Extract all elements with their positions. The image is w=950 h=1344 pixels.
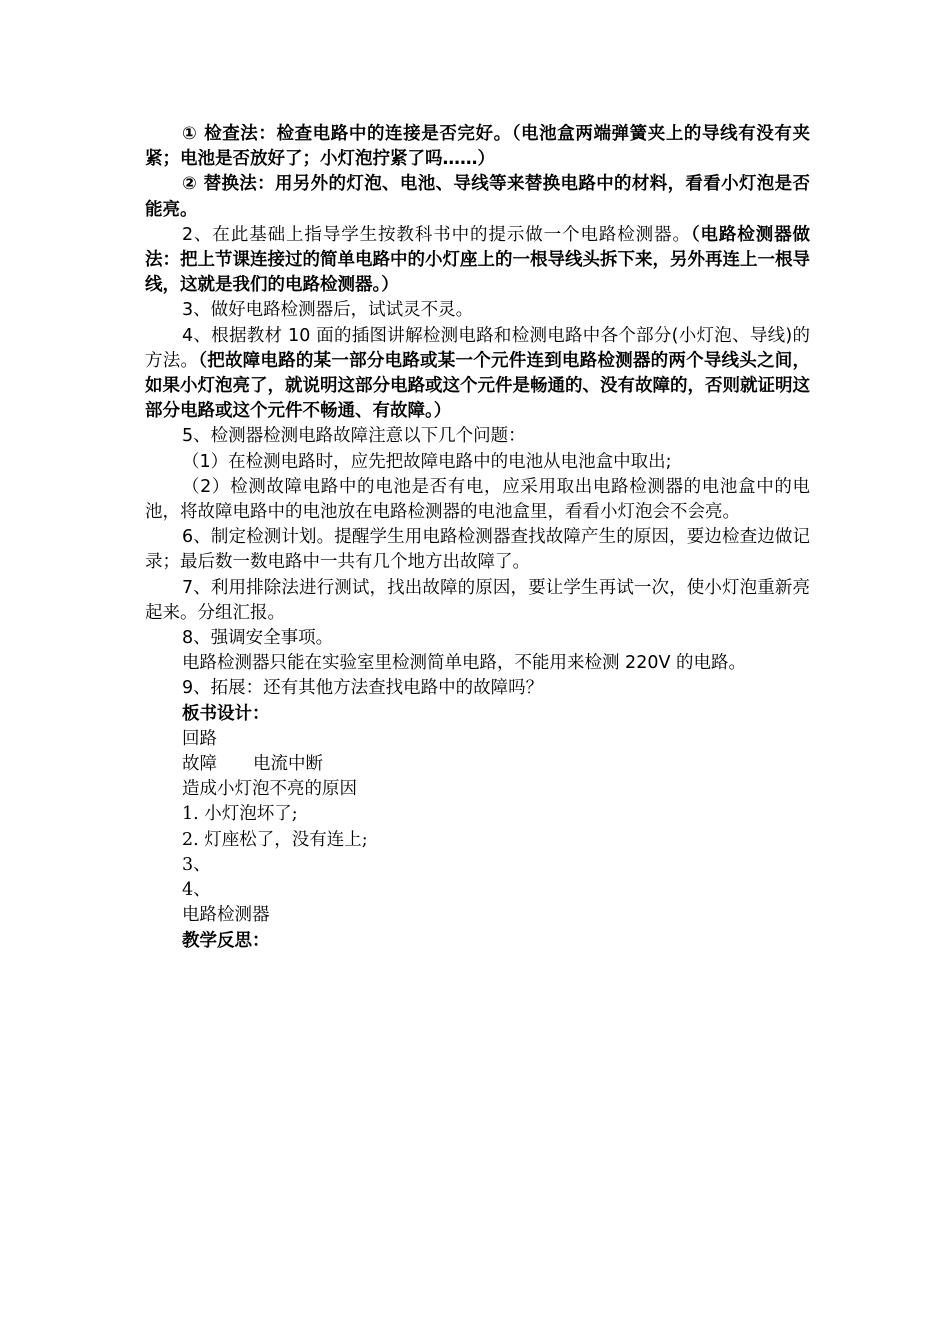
paragraph-note-1: （1）在检测电路时，应先把故障电路中的电池从电池盒中取出; xyxy=(182,451,672,472)
board-detector: 电路检测器 xyxy=(182,905,270,926)
board-cause-item-2: 2. 灯座松了，没有连上; xyxy=(182,829,368,850)
paragraph-note-2: （2）检测故障电路中的电池是否有电，应采用取出电路检测器的电池盒中的电池，将故障电路中的电池放在电路检测器的电池盒里，看看小灯泡会不会亮。 xyxy=(145,476,810,523)
paragraph-step-2 xyxy=(145,223,810,299)
step-2-detector-method: （电路检测器做法：把上节课连接过的简单电路中的小灯座上的一根导线头拆下来，另外再连上一根导线，这就是我们的电路检测器。） xyxy=(145,224,810,296)
step-4-explanation: （把故障电路的某一部分电路或某一个元件连到电路检测器的两个导线头之间，如果小灯泡亮了，就说明这部分电路或这个元件是畅通的、没有故障的，否则就证明这部分电路或这个元件不畅通、有故障。） xyxy=(145,350,811,422)
board-design-heading: 板书设计： xyxy=(182,703,270,724)
board-cause-heading: 造成小灯泡不亮的原因 xyxy=(182,779,357,800)
document-body xyxy=(145,122,810,954)
board-loop: 回路 xyxy=(182,728,217,749)
step-4-text: 4、根据教材 10 面的插图讲解检测电路和检测电路中各个部分(小灯泡、导线)的方法。 xyxy=(145,325,810,371)
board-fault: 故障 xyxy=(182,754,217,775)
paragraph-inspection-method: ① 检查法：检查电路中的连接是否完好。（电池盒两端弹簧夹上的导线有没有夹紧；电池是否放好了；小灯泡拧紧了吗……） xyxy=(145,124,810,170)
paragraph-step-3: 3、做好电路检测器后，试试灵不灵。 xyxy=(182,300,474,321)
board-fault-row xyxy=(145,752,810,777)
board-current-interrupted: 电流中断 xyxy=(253,754,323,775)
step-2-text: 2、在此基础上指导学生按教科书中的提示做一个电路检测器。 xyxy=(182,224,691,245)
board-cause-item-1: 1. 小灯泡坏了; xyxy=(182,804,298,825)
teaching-reflection-heading: 教学反思： xyxy=(182,930,270,951)
paragraph-safety-note: 电路检测器只能在实验室里检测简单电路，不能用来检测 220V 的电路。 xyxy=(182,653,746,674)
paragraph-step-4 xyxy=(145,324,810,425)
board-cause-item-3: 3、 xyxy=(182,854,211,875)
paragraph-step-5: 5、检测器检测电路故障注意以下几个问题： xyxy=(182,426,526,447)
paragraph-step-6: 6、制定检测计划。提醒学生用电路检测器查找故障产生的原因，要边检查边做记录；最后数一数电路中一共有几个地方出故障了。 xyxy=(145,527,810,573)
paragraph-step-8: 8、强调安全事项。 xyxy=(182,628,334,649)
paragraph-step-7: 7、利用排除法进行测试，找出故障的原因，要让学生再试一次，使小灯泡重新亮起来。分组汇报。 xyxy=(145,577,810,623)
paragraph-step-9: 9、拓展：还有其他方法查找电路中的故障吗？ xyxy=(182,678,544,699)
board-cause-item-4: 4、 xyxy=(182,880,211,901)
paragraph-replacement-method: ② 替换法：用另外的灯泡、电池、导线等来替换电路中的材料，看看小灯泡是否能亮。 xyxy=(145,174,810,220)
